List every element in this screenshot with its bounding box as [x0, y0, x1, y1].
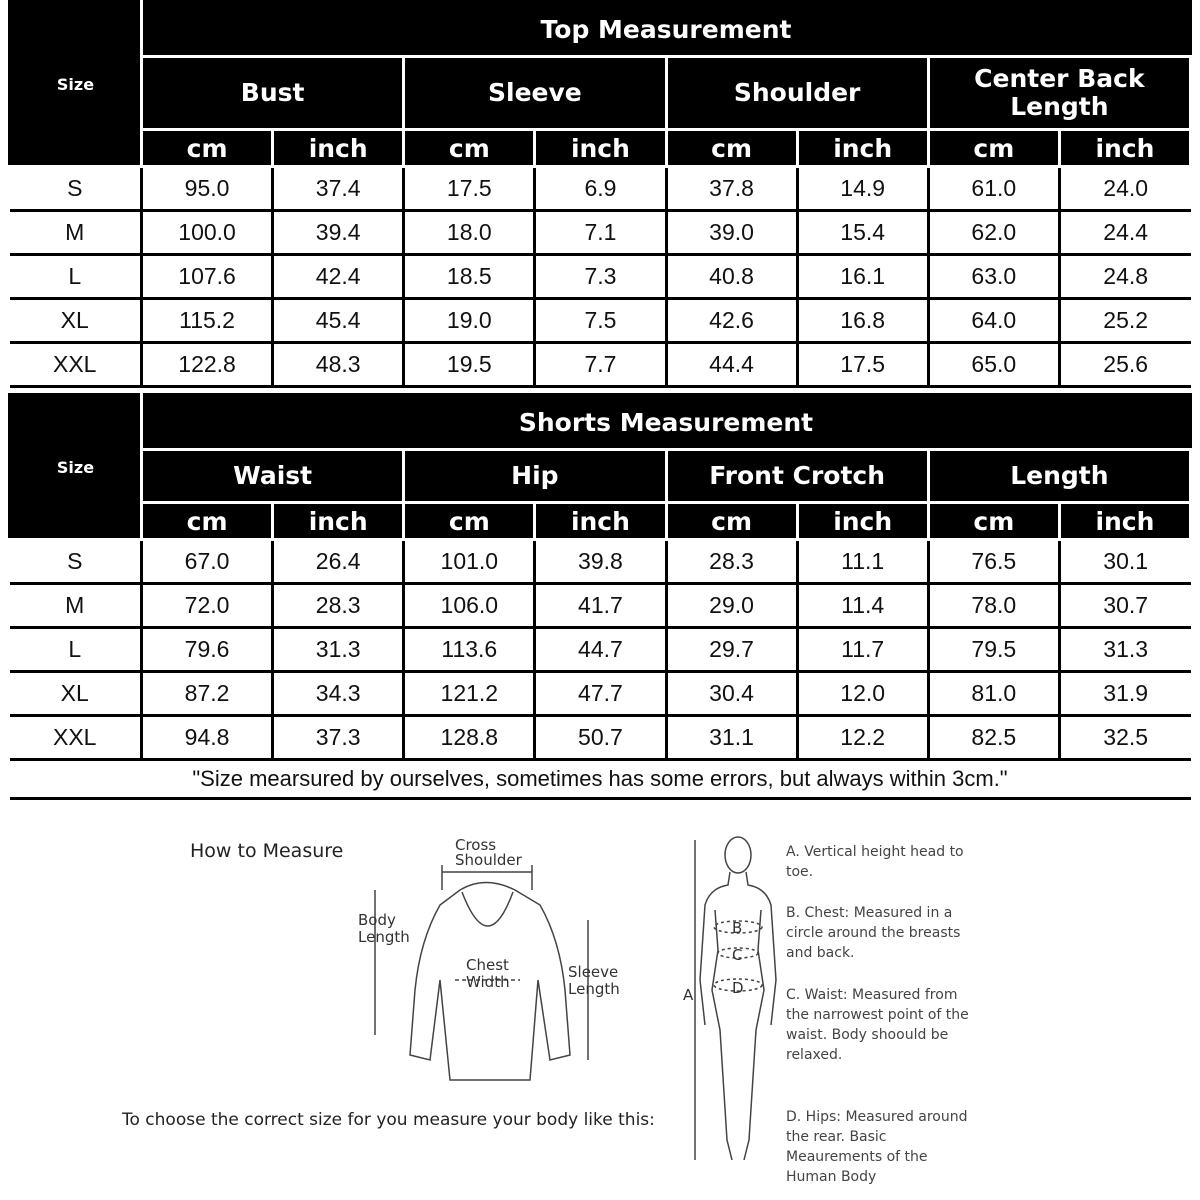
unit-header: cm: [928, 503, 1059, 540]
measurement-cell: 42.4: [273, 255, 404, 299]
cross-shoulder-label-2: Shoulder: [455, 851, 522, 869]
measurement-cell: 122.8: [142, 343, 273, 387]
measurement-cell: 115.2: [142, 299, 273, 343]
marker-b: B: [732, 919, 743, 937]
description-a: A. Vertical height head to toe.: [786, 844, 964, 880]
body-length-label: Body: [358, 911, 396, 929]
measurement-cell: 30.4: [666, 672, 797, 716]
column-group-header: Hip: [404, 450, 666, 503]
measurement-cell: 17.5: [797, 343, 928, 387]
size-header: Size: [10, 2, 142, 167]
table-title: Shorts Measurement: [142, 395, 1191, 450]
measurement-cell: 94.8: [142, 716, 273, 760]
measurement-cell: 31.3: [1059, 628, 1190, 672]
chest-width-label: Chest: [466, 956, 509, 974]
size-header: Size: [10, 395, 142, 540]
measurement-cell: 81.0: [928, 672, 1059, 716]
column-group-header: Length: [928, 450, 1190, 503]
unit-header: cm: [404, 503, 535, 540]
measurement-cell: 128.8: [404, 716, 535, 760]
measurement-cell: 18.5: [404, 255, 535, 299]
unit-header: inch: [273, 130, 404, 167]
measurement-guide: [0, 810, 1200, 1200]
column-group-header: Shoulder: [666, 57, 928, 130]
table-title: Top Measurement: [142, 2, 1191, 57]
size-cell: M: [10, 584, 142, 628]
measurement-cell: 106.0: [404, 584, 535, 628]
unit-header: cm: [928, 130, 1059, 167]
measurement-cell: 34.3: [273, 672, 404, 716]
measurement-cell: 18.0: [404, 211, 535, 255]
unit-header: inch: [797, 130, 928, 167]
measurement-cell: 39.8: [535, 540, 666, 584]
measurement-cell: 72.0: [142, 584, 273, 628]
measurement-cell: 61.0: [928, 167, 1059, 211]
measurement-cell: 11.1: [797, 540, 928, 584]
measurement-cell: 31.1: [666, 716, 797, 760]
table-row: [10, 672, 1191, 716]
measurement-cell: 50.7: [535, 716, 666, 760]
sleeve-length-label: Sleeve: [568, 963, 619, 981]
measurement-cell: 7.3: [535, 255, 666, 299]
body-figure-sketch: [695, 837, 776, 1160]
table-row: [10, 167, 1191, 211]
measurement-cell: 31.3: [273, 628, 404, 672]
description-b: B. Chest: Measured in a circle around the breasts and back.: [786, 905, 961, 961]
marker-a: A: [683, 986, 694, 1004]
measurement-cell: 67.0: [142, 540, 273, 584]
unit-header: inch: [535, 503, 666, 540]
garment-and-body-illustration: [0, 810, 1200, 1200]
measurement-cell: 44.7: [535, 628, 666, 672]
measurement-cell: 107.6: [142, 255, 273, 299]
unit-header: cm: [142, 503, 273, 540]
measurement-cell: 44.4: [666, 343, 797, 387]
size-cell: XL: [10, 672, 142, 716]
marker-d: D: [732, 979, 744, 997]
measurement-cell: 37.4: [273, 167, 404, 211]
size-cell: XXL: [10, 716, 142, 760]
measurement-cell: 30.1: [1059, 540, 1190, 584]
table-row: [10, 343, 1191, 387]
measurement-cell: 19.5: [404, 343, 535, 387]
unit-header: cm: [666, 503, 797, 540]
sleeve-length-label-2: Length: [568, 980, 620, 998]
measurement-cell: 19.0: [404, 299, 535, 343]
measurement-cell: 16.8: [797, 299, 928, 343]
unit-header: inch: [797, 503, 928, 540]
measurement-cell: 7.5: [535, 299, 666, 343]
size-cell: S: [10, 167, 142, 211]
measurement-cell: 65.0: [928, 343, 1059, 387]
measurement-cell: 29.0: [666, 584, 797, 628]
measurement-cell: 31.9: [1059, 672, 1190, 716]
measurement-cell: 14.9: [797, 167, 928, 211]
unit-header: cm: [142, 130, 273, 167]
column-group-header: Front Crotch: [666, 450, 928, 503]
size-cell: XL: [10, 299, 142, 343]
measurement-cell: 12.2: [797, 716, 928, 760]
table-row: [10, 299, 1191, 343]
measurement-cell: 7.1: [535, 211, 666, 255]
table-row: [10, 540, 1191, 584]
measurement-cell: 41.7: [535, 584, 666, 628]
cross-shoulder-label: Cross: [455, 836, 497, 854]
size-cell: L: [10, 255, 142, 299]
table-row: [10, 628, 1191, 672]
guide-instruction: To choose the correct size for you measure your body like this:: [122, 1110, 655, 1130]
unit-header: inch: [535, 130, 666, 167]
measurement-cell: 95.0: [142, 167, 273, 211]
description-c: C. Waist: Measured from the narrowest point of the waist. Body shoould be relaxed.: [786, 987, 969, 1063]
description-d: D. Hips: Measured around the rear. Basic Meaurements of the Human Body: [786, 1109, 968, 1185]
table-row: [10, 716, 1191, 760]
measurement-cell: 121.2: [404, 672, 535, 716]
unit-header: cm: [404, 130, 535, 167]
measurement-cell: 40.8: [666, 255, 797, 299]
measurement-cell: 11.4: [797, 584, 928, 628]
measurement-cell: 6.9: [535, 167, 666, 211]
guide-title: How to Measure: [190, 840, 344, 862]
measurement-cell: 45.4: [273, 299, 404, 343]
measurement-cell: 39.0: [666, 211, 797, 255]
measurement-cell: 64.0: [928, 299, 1059, 343]
unit-header: inch: [1059, 130, 1190, 167]
measurement-cell: 79.6: [142, 628, 273, 672]
table-row: [10, 255, 1191, 299]
measurement-cell: 28.3: [273, 584, 404, 628]
measurement-cell: 7.7: [535, 343, 666, 387]
measurement-cell: 16.1: [797, 255, 928, 299]
column-group-header: Bust: [142, 57, 404, 130]
measurement-cell: 79.5: [928, 628, 1059, 672]
table-row: [10, 584, 1191, 628]
measurement-cell: 12.0: [797, 672, 928, 716]
size-cell: XXL: [10, 343, 142, 387]
size-cell: M: [10, 211, 142, 255]
unit-header: inch: [273, 503, 404, 540]
chest-width-label-2: Width: [466, 973, 510, 991]
measurement-cell: 17.5: [404, 167, 535, 211]
measurement-cell: 24.0: [1059, 167, 1190, 211]
column-group-header: Sleeve: [404, 57, 666, 130]
measurement-cell: 24.4: [1059, 211, 1190, 255]
shorts-measurement-table: [8, 393, 1192, 800]
measurement-cell: 78.0: [928, 584, 1059, 628]
table-row: [10, 211, 1191, 255]
measurement-cell: 28.3: [666, 540, 797, 584]
measurement-cell: 24.8: [1059, 255, 1190, 299]
size-cell: L: [10, 628, 142, 672]
measurement-cell: 25.2: [1059, 299, 1190, 343]
unit-header: inch: [1059, 503, 1190, 540]
measurement-cell: 39.4: [273, 211, 404, 255]
measurement-cell: 63.0: [928, 255, 1059, 299]
measurement-cell: 37.3: [273, 716, 404, 760]
body-length-label-2: Length: [358, 928, 410, 946]
measurement-cell: 11.7: [797, 628, 928, 672]
measurement-cell: 82.5: [928, 716, 1059, 760]
size-cell: S: [10, 540, 142, 584]
measurement-cell: 30.7: [1059, 584, 1190, 628]
measurement-cell: 62.0: [928, 211, 1059, 255]
measurement-cell: 101.0: [404, 540, 535, 584]
marker-c: C: [732, 946, 743, 964]
measurement-cell: 87.2: [142, 672, 273, 716]
measurement-cell: 47.7: [535, 672, 666, 716]
measurement-cell: 113.6: [404, 628, 535, 672]
column-group-header: Center Back Length: [928, 57, 1190, 130]
measurement-cell: 100.0: [142, 211, 273, 255]
disclaimer-note: "Size mearsured by ourselves, sometimes has some errors, but always within 3cm.": [10, 760, 1191, 799]
measurement-cell: 25.6: [1059, 343, 1190, 387]
measurement-cell: 26.4: [273, 540, 404, 584]
top-measurement-table: [8, 0, 1192, 388]
measurement-cell: 48.3: [273, 343, 404, 387]
column-group-header: Waist: [142, 450, 404, 503]
measurement-cell: 37.8: [666, 167, 797, 211]
unit-header: cm: [666, 130, 797, 167]
measurement-cell: 15.4: [797, 211, 928, 255]
measurement-cell: 29.7: [666, 628, 797, 672]
measurement-cell: 42.6: [666, 299, 797, 343]
measurement-cell: 76.5: [928, 540, 1059, 584]
measurement-cell: 32.5: [1059, 716, 1190, 760]
